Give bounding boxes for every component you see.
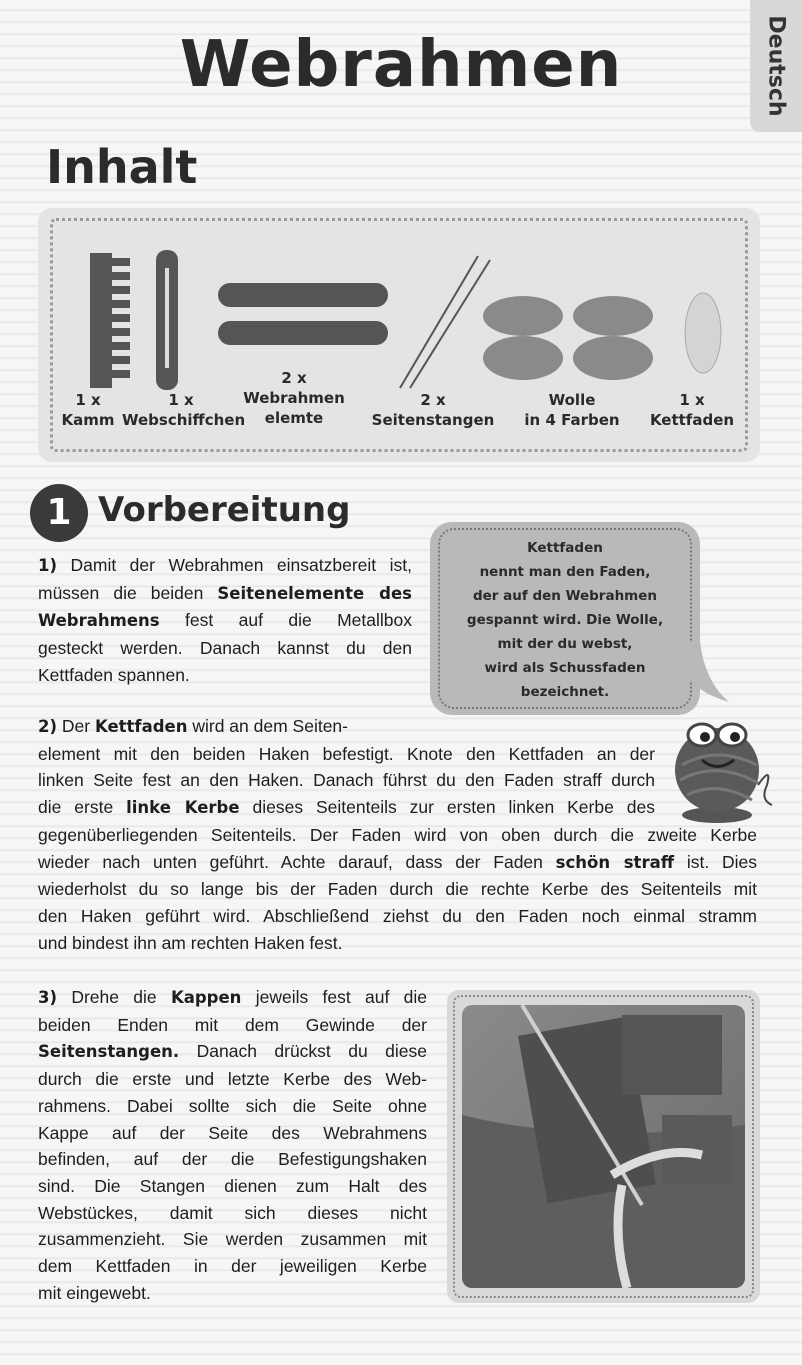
frame-elements-image [218, 283, 388, 345]
text-line [38, 1120, 427, 1147]
bold-term: schön straff [555, 852, 675, 872]
text-line [38, 1173, 427, 1200]
text-segment: element mit den beiden Haken befestigt. Knote den Kettfaden an der [38, 743, 655, 764]
text-line [38, 1280, 427, 1307]
text-segment: mit eingewebt. [38, 1282, 151, 1303]
bubble-line: nennt man den Faden, [479, 564, 651, 580]
text-segment: Kettfaden spannen. [38, 664, 190, 685]
text-segment: ist. Dies [674, 851, 757, 872]
text-segment: beiden Enden mit dem Gewinde der [38, 1014, 427, 1035]
side-rods-image [400, 256, 490, 388]
comb-image [90, 253, 130, 388]
text-line [38, 1253, 427, 1280]
item-qty: 2 x [281, 369, 307, 387]
text-segment: wiederholst du so lange bis der Faden durch die rechte Kerbe des Seitenteils mit [38, 879, 757, 900]
item-qty: 1 x [679, 391, 705, 409]
contents-box [38, 208, 760, 462]
text-line [38, 984, 427, 1012]
text-segment: sind. Die Stangen dienen zum Halt des [38, 1175, 427, 1196]
text-line [38, 607, 412, 635]
text-segment: durch die erste und letzte Kerbe des Web- [38, 1069, 427, 1090]
bubble-line: mit der du webst, [497, 636, 633, 652]
item-qty: 2 x [420, 391, 446, 409]
wool-image [483, 296, 653, 380]
text-line [38, 849, 757, 877]
item-name: Kettfaden [649, 411, 735, 429]
text-segment: den Haken geführt wird. Abschließend ziehst du den Faden noch einmal stramm [38, 905, 757, 926]
paragraph-1 [38, 552, 412, 689]
item-kamm [52, 390, 124, 430]
item-seitenstangen [368, 390, 498, 430]
text-line [38, 1200, 427, 1227]
text-segment: dem Kettfaden in der jeweiligen Kerbe [38, 1256, 427, 1277]
info-speech-bubble [430, 522, 700, 715]
bold-term: Seitenelemente des [217, 583, 412, 603]
text-line [38, 903, 757, 930]
text-line [38, 876, 757, 903]
text-segment: Der [57, 716, 95, 736]
bubble-line: bezeichnet. [520, 684, 610, 700]
text-segment: Drehe die [57, 987, 171, 1007]
bold-term: Kettfaden [94, 717, 188, 736]
section-title: Vorbereitung [98, 490, 351, 530]
text-line [38, 1093, 427, 1120]
photo-frame [447, 990, 760, 1303]
page-title: Webrahmen [179, 28, 623, 102]
loom-assembly-photo [462, 1005, 745, 1288]
text-line [38, 713, 412, 741]
text-segment: linken Seite fest an den Haken. Danach führst du den Faden straff durch [38, 770, 655, 791]
bold-term: Seitenstangen. [38, 1042, 180, 1062]
text-line [38, 767, 655, 794]
item-wolle [512, 390, 632, 430]
item-webschiffchen [122, 390, 246, 430]
item-name: in 4 Farben [524, 411, 620, 429]
item-qty: Wolle [548, 391, 596, 409]
bubble-line: gespannt wird. Die Wolle, [466, 612, 664, 628]
text-segment: fest auf die Metallbox [159, 610, 412, 631]
text-segment: Webstückes, damit sich dieses nicht [38, 1202, 427, 1223]
bold-term: Webrahmens [38, 611, 160, 631]
text-segment: und bindest ihn am rechten Haken fest. [38, 932, 343, 953]
text-segment: gesteckt werden. Danach kannst du den [38, 638, 412, 659]
warp-thread-image [685, 293, 721, 373]
text-line [38, 822, 757, 849]
bold-term: 1) [38, 556, 58, 575]
text-line [38, 635, 412, 662]
bold-term: 2) [38, 717, 58, 736]
bubble-text [430, 536, 700, 704]
text-segment: Danach drückst du diese [179, 1041, 427, 1062]
contents-heading: Inhalt [46, 140, 198, 194]
text-segment: rahmens. Dabei sollte sich die Seite ohne [38, 1095, 427, 1116]
text-line [38, 1146, 427, 1173]
text-line [38, 1226, 427, 1253]
language-tab-label: Deutsch [763, 15, 789, 117]
item-name: Webschiffchen [122, 411, 246, 429]
text-segment: Damit der Webrahmen einsatzbereit ist, [57, 555, 412, 575]
bold-term: 3) [38, 988, 58, 1007]
text-line [38, 741, 655, 768]
text-segment: befinden, auf der die Befestigungshaken [38, 1149, 427, 1170]
text-line [38, 580, 412, 608]
text-line [38, 1038, 427, 1066]
text-line [38, 930, 757, 957]
text-segment: gegenüberliegenden Seitenteils. Der Faden wird von oben durch die zweite Kerbe [38, 824, 757, 845]
item-name: Seitenstangen [371, 411, 495, 429]
paragraph-3 [38, 984, 427, 1306]
bubble-line: Kettfaden [527, 540, 603, 556]
text-line [38, 794, 655, 822]
text-line [38, 1012, 427, 1039]
bubble-line: der auf den Webrahmen [472, 588, 658, 604]
item-kettfaden [644, 390, 740, 430]
text-segment: zusammenzieht. Sie werden zusammen mit [38, 1229, 427, 1250]
paragraph-2 [38, 713, 757, 956]
text-segment: wieder nach unten geführt. Achte darauf, dass der Faden [38, 851, 556, 872]
text-segment: wird an dem Seiten- [187, 716, 348, 736]
text-segment: jeweils fest auf die [241, 987, 427, 1007]
text-segment: Kappe auf der Seite des Webrahmens [38, 1122, 427, 1143]
item-qty: 1 x [75, 391, 101, 409]
text-line [38, 552, 412, 580]
item-webrahmen-elemente [238, 368, 350, 428]
text-segment: müssen die beiden [38, 582, 218, 603]
text-segment: dieses Seitenteils zur ersten linken Kerbe des [239, 797, 655, 818]
bold-term: linke Kerbe [126, 798, 240, 818]
text-line [38, 662, 412, 689]
item-name: Webrahmen elemte [243, 389, 345, 427]
bubble-line: wird als Schussfaden [484, 660, 646, 676]
text-segment: die erste [38, 797, 127, 818]
bold-term: Kappen [170, 988, 242, 1007]
text-line [38, 1066, 427, 1093]
item-name: Kamm [61, 411, 115, 429]
item-qty: 1 x [168, 391, 194, 409]
language-tab [750, 0, 802, 132]
section-number-badge: 1 [30, 484, 88, 542]
shuttle-image [156, 250, 178, 390]
